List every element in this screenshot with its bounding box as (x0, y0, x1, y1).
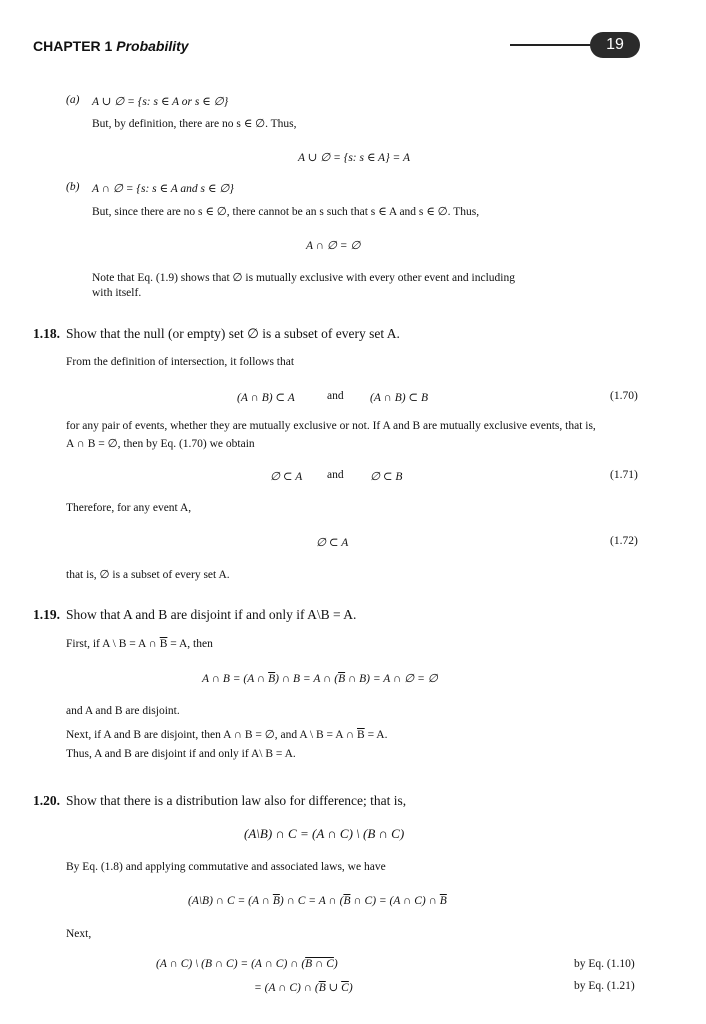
problem-1-19-next (66, 727, 387, 741)
eq4-c: ∪ (325, 982, 342, 994)
part-b-note-line1: Note that Eq. (1.9) shows that ∅ is mutually exclusive with every other event and including (92, 272, 515, 284)
problem-1-20-equation4 (254, 980, 353, 994)
running-header (33, 38, 189, 54)
problem-1-20-next: Next, (66, 928, 92, 940)
next-text-pre: Next, if A and B are disjoint, then A ∩ B = ∅, and A \ B = A ∩ (66, 729, 358, 741)
problem-1-18-text2: A ∩ B = ∅, then by Eq. (1.70) we obtain (66, 438, 255, 450)
chapter-label: CHAPTER 1 (33, 38, 113, 54)
problem-1-20-main-equation: (A\B) ∩ C = (A ∩ C) \ (B ∩ C) (244, 826, 405, 841)
part-b-label: (b) (66, 181, 80, 193)
part-b-line2: But, since there are no s ∈ ∅, there cannot be an s such that s ∈ A and s ∈ ∅. Thus, (92, 206, 480, 218)
part-a-line2: But, by definition, there are no s ∈ ∅. Thus, (92, 118, 297, 130)
eq4-e: ) (348, 982, 353, 994)
eq4-tag: by Eq. (1.21) (574, 980, 635, 992)
page-number-badge (590, 32, 640, 58)
first-text-pre: First, if A \ B = A ∩ (66, 638, 160, 650)
eq3-tag: by Eq. (1.10) (574, 958, 635, 970)
next-text-bar: $\overline{B}$ (357, 729, 365, 741)
eq3-a: (A ∩ C) \ (B ∩ C) = (A ∩ C) ∩ ( (156, 958, 306, 970)
problem-1-19-equation (202, 671, 438, 685)
eq-1-72-tag: (1.72) (610, 535, 638, 547)
part-b-line1: A ∩ ∅ = {s: s ∈ A and s ∈ ∅} (92, 183, 234, 195)
problem-1-20-text1: By Eq. (1.8) and applying commutative and associated laws, we have (66, 861, 386, 873)
part-b-note-line2: with itself. (92, 287, 142, 299)
problem-1-20-number: 1.20. (33, 793, 60, 808)
problem-1-19-text1: and A and B are disjoint. (66, 705, 180, 717)
eq3-bar: B ∩ C (305, 958, 334, 970)
problem-1-18-text4: that is, ∅ is a subset of every set A. (66, 569, 230, 581)
chapter-subject: Probability (116, 38, 189, 54)
problem-1-18-intro: From the definition of intersection, it follows that (66, 356, 295, 368)
eq2-d: $\overline{B}$ (343, 895, 351, 907)
eq2-b: $\overline{B}$ (272, 895, 280, 907)
eq-part-c: ) ∩ B = A ∩ ( (275, 673, 339, 685)
eq4-a: = (A ∩ C) ∩ ( (254, 982, 319, 994)
eq-part-e: ∩ B) = A ∩ ∅ = ∅ (345, 673, 438, 685)
page-number: 19 (606, 36, 624, 53)
part-b-equation: A ∩ ∅ = ∅ (306, 240, 361, 252)
eq2-e: ∩ C) = (A ∩ C) ∩ (350, 895, 440, 907)
problem-1-19-first (66, 638, 213, 650)
part-a-line1: A ∪ ∅ = {s: s ∈ A or s ∈ ∅} (92, 96, 229, 108)
eq-1-72: ∅ ⊂ A (316, 537, 349, 549)
problem-1-20-equation3 (156, 958, 338, 970)
next-text-post: = A. (364, 729, 388, 741)
problem-1-19-text3: Thus, A and B are disjoint if and only if A\ B = A. (66, 748, 296, 760)
eq-1-70-tag: (1.70) (610, 390, 638, 402)
eq2-c: ) ∩ C = A ∩ ( (279, 895, 344, 907)
eq-1-71-right: ∅ ⊂ B (370, 471, 403, 483)
eq3-c: ) (333, 958, 338, 970)
part-a-label: (a) (66, 94, 80, 106)
first-text-post: = A, then (167, 638, 213, 650)
eq2-f: $\overline{B}$ (439, 895, 447, 907)
eq4-b: $\overline{B}$ (318, 982, 326, 994)
problem-1-20-title: Show that there is a distribution law also for difference; that is, (66, 793, 407, 808)
eq-part-a: A ∩ B = (A ∩ (202, 673, 269, 685)
problem-1-18-text1: for any pair of events, whether they are mutually exclusive or not. If A and B are mutually exclusive events, that is, (66, 420, 596, 432)
eq-1-71-tag: (1.71) (610, 469, 638, 481)
eq-1-70-and: and (327, 390, 344, 402)
problem-1-19-title: Show that A and B are disjoint if and only if A\B = A. (66, 607, 357, 622)
eq-part-d: $\overline{B}$ (338, 673, 346, 685)
eq-1-71-left: ∅ ⊂ A (270, 471, 303, 483)
problem-1-18-title: Show that the null (or empty) set ∅ is a subset of every set A. (66, 326, 400, 341)
eq-1-71-and: and (327, 469, 344, 481)
problem-1-19-number: 1.19. (33, 607, 60, 622)
first-text-bar: $\overline{B}$ (159, 638, 168, 650)
eq4-d: $\overline{C}$ (341, 982, 349, 994)
part-a-equation: A ∪ ∅ = {s: s ∈ A} = A (298, 152, 410, 164)
eq-1-70-right: (A ∩ B) ⊂ B (370, 392, 428, 404)
eq-1-70-left: (A ∩ B) ⊂ A (237, 392, 295, 404)
eq-part-b: $\overline{B}$ (268, 673, 276, 685)
eq2-a: (A\B) ∩ C = (A ∩ (188, 895, 273, 907)
problem-1-20-equation2 (188, 895, 447, 907)
problem-1-18-text3: Therefore, for any event A, (66, 502, 192, 514)
problem-1-18-number: 1.18. (33, 326, 60, 341)
